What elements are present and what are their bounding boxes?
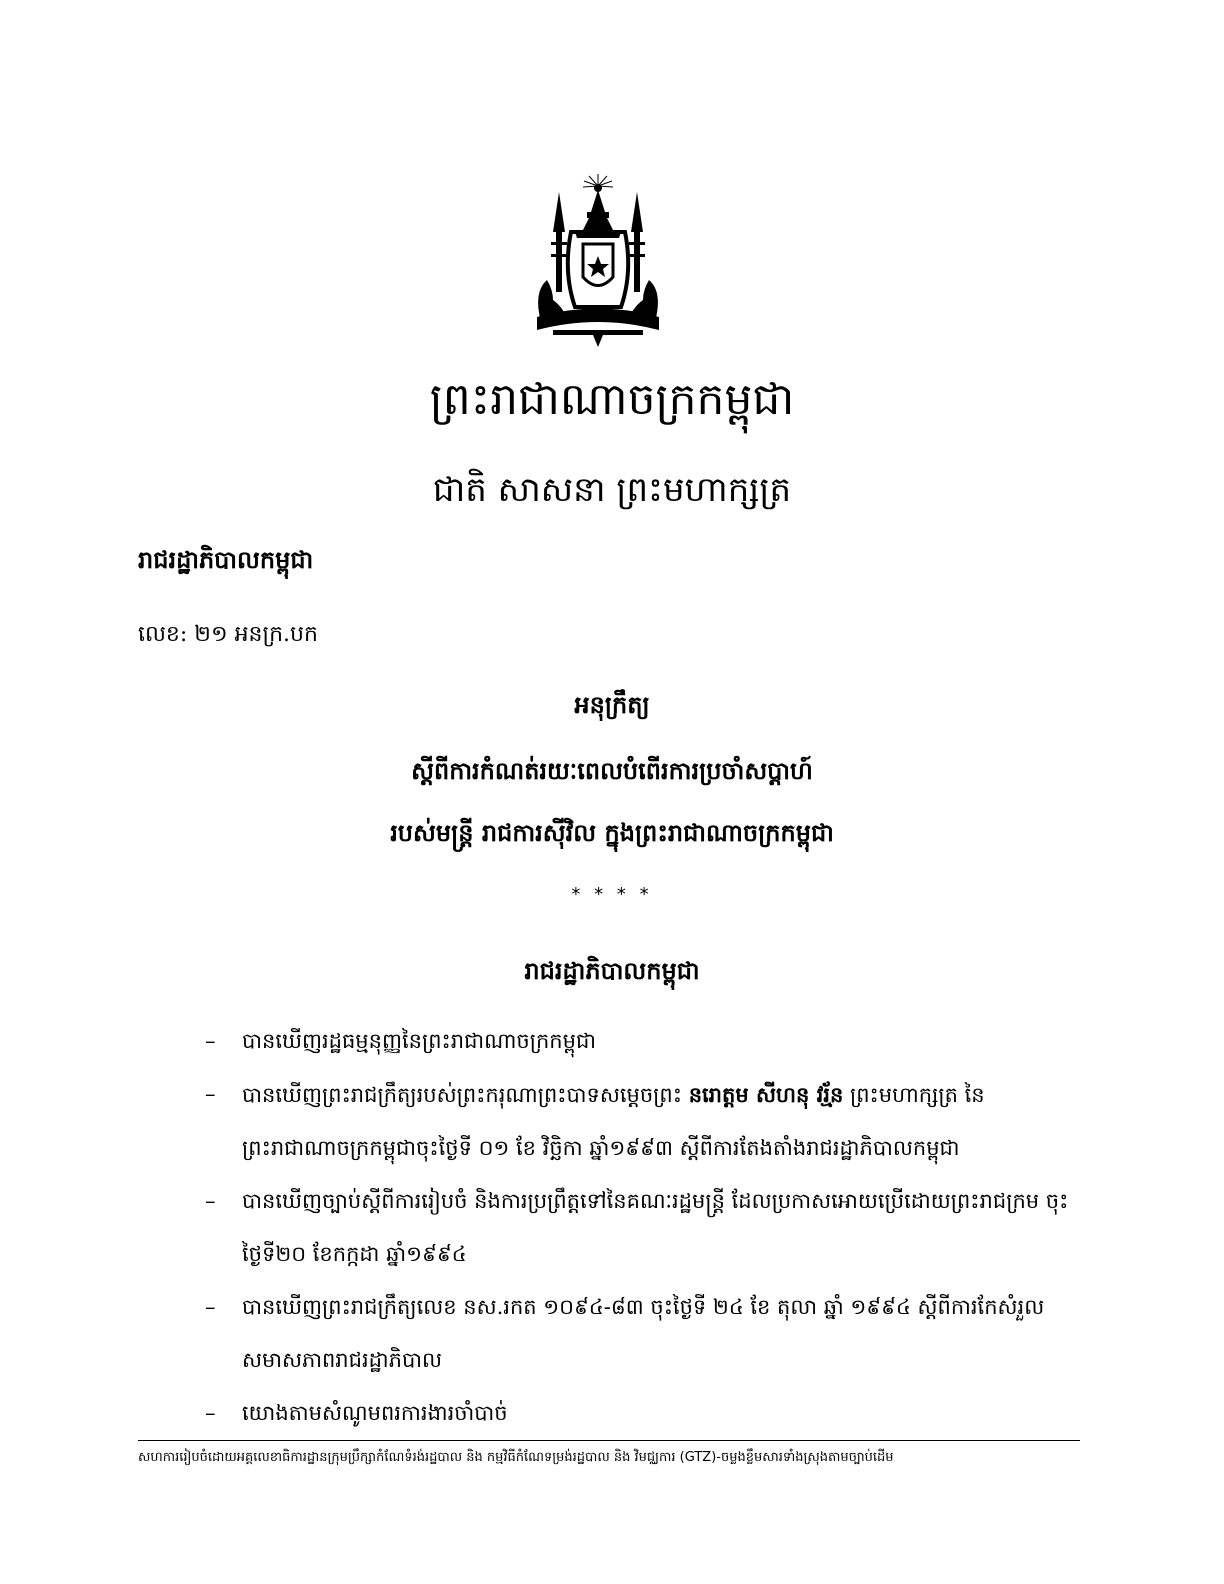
- issuer-heading: រាជរដ្ឋាភិបាលកម្ពុជា: [524, 956, 700, 985]
- list-item: [205, 1281, 1085, 1387]
- consideration-text: ព្រះមហាក្សត្រ នៃព្រះរាជាណាចក្រកម្ពុជាចុះថ្ងៃទី ០១ ខែ វិច្ឆិកា ឆ្នាំ១៩៩៣ ស្តីពីការតែងតាំងរាជរដ្ឋាភិបាលកម្ពុជា: [242, 1083, 985, 1160]
- consideration-text: បានឃើញព្រះរាជក្រឹត្យលេខ នស.រកត ១០៩៤-៨៣ ចុះថ្ងៃទី ២៤ ខែ តុលា ឆ្នាំ ១៩៩៤ ស្តីពីការកែសំរួលសមាសភាពរាជរដ្ឋាភិបាល: [242, 1295, 1045, 1372]
- section-separator: * * * *: [571, 884, 653, 905]
- national-motto: ជាតិ សាសនា ព្រះមហាក្សត្រ: [432, 470, 792, 510]
- list-bullet: –: [205, 1082, 216, 1106]
- subject-line-1: ស្តីពីការកំណត់រយៈពេលបំពើរការប្រចាំសប្តាហ៍: [411, 756, 813, 785]
- list-bullet: –: [205, 1295, 216, 1319]
- king-name: នរោត្តម សីហនុ វរ្ម័ន: [688, 1082, 844, 1107]
- document-type: អនុក្រឹត្យ: [574, 690, 650, 719]
- list-bullet: –: [205, 1029, 216, 1053]
- consideration-text: បានឃើញព្រះរាជក្រឹត្យរបស់ព្រះករុណាព្រះបាទសម្តេចព្រះ: [242, 1083, 682, 1107]
- kingdom-heading: ព្រះរាជាណាចក្រកម្ពុជា: [429, 374, 795, 425]
- subject-line-2: របស់មន្ត្រី រាជការស៊ីវិល ក្នុងព្រះរាជាណាចក្រកម្ពុជា: [390, 818, 834, 847]
- considerations-list: [205, 1015, 1085, 1440]
- list-bullet: –: [205, 1189, 216, 1213]
- list-item: [205, 1015, 1085, 1068]
- issuing-authority: រាជរដ្ឋាភិបាលកម្ពុជា: [138, 545, 314, 574]
- footer-divider: [138, 1440, 1080, 1441]
- consideration-text: បានឃើញច្បាប់ស្តីពីការរៀបចំ និងការប្រព្រឹត្តទៅនៃគណៈរដ្ឋមន្ត្រី ដែលប្រកាសអោយប្រើដោយព្រះរាជក្រម ចុះថ្ងៃទី២០ ខែកក្កដា ឆ្នាំ១៩៩៤: [242, 1189, 1069, 1266]
- list-bullet: –: [205, 1401, 216, 1425]
- footer-note: សហការរៀបចំដោយអគ្គលេខាធិការដ្ឋានក្រុមប្រឹក្សាកំណែទំរង់រដ្ឋបាល និង កម្មវិធីកំណែទម្រង់រដ្ឋបាល និង វិមជ្ឈការ (GTZ)-ចម្លងខ្លឹមសារទាំងស្រុងតាមច្បាប់ដើម: [138, 1450, 894, 1465]
- royal-coat-of-arms-icon: [523, 172, 673, 347]
- consideration-text: បានឃើញរដ្ឋធម្មនុញ្ញនៃព្រះរាជាណាចក្រកម្ពុជា: [242, 1029, 596, 1053]
- list-item: [205, 1068, 1085, 1175]
- consideration-text: យោងតាមសំណូមពរការងារចាំបាច់: [242, 1401, 508, 1425]
- list-item: [205, 1175, 1085, 1281]
- list-item: [205, 1387, 1085, 1440]
- document-number: លេខ: ២១ អនក្រ.បក: [138, 622, 318, 647]
